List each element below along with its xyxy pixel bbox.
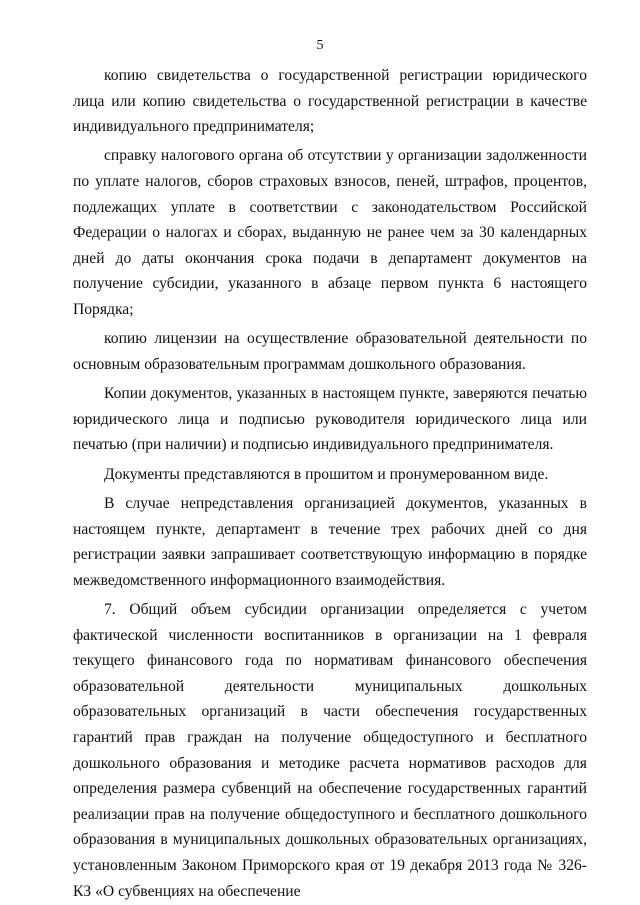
document-body [73,63,587,905]
paragraph-registration-certificate: копию свидетельства о государственной регистрации юридического лица или копию свидетельства о государственной регистрации в качестве индивидуального предпринимателя; [73,67,587,136]
paragraph-interagency-request: В случае непредставления организацией документов, указанных в настоящем пункте, департамент в течение трех рабочих дней со дня регистрации заявки запрашивает соответствующую информацию в порядке межведомственного информационного взаимодействия. [73,494,587,589]
paragraph-document-format: Документы представляются в прошитом и пронумерованном виде. [104,465,549,483]
page-number: 5 [316,38,324,53]
paragraph-document-certification: Копии документов, указанных в настоящем пункте, заверяются печатью юридического лица и подписью руководителя юридического лица или печатью (при наличии) и подписью индивидуального предпринимателя. [73,385,587,454]
paragraph-subsidy-volume: 7. Общий объем субсидии организации определяется с учетом фактической численности воспитанников в организации на 1 февраля текущего финансового года по нормативам финансового обеспечения образовательной деятельности муниципальных дошкольных образовательных организаций в части обеспечения государственных гарантий прав граждан на получение общедоступного и бесплатного дошкольного образования и методике расчета нормативов расходов для определения размера субвенций на обеспечение государственных гарантий реализации прав на получение общедоступного и бесплатного дошкольного образования в муниципальных дошкольных образовательных организациях, установленным Законом Приморского края от 19 декабря 2013 года № 326-КЗ «О субвенциях на обеспечение [73,601,587,900]
paragraph-tax-certificate: справку налогового органа об отсутствии у организации задолженности по уплате налогов, сборов страховых взносов, пеней, штрафов, процентов, подлежащих уплате в соответствии с законодательством Российской Федерации о налогах и сборах, выданную не ранее чем за 30 календарных дней до даты окончания срока подачи в департамент документов на получение субсидии, указанного в абзаце первом пункта 6 настоящего Порядка; [73,147,587,319]
paragraph-license: копию лицензии на осуществление образовательной деятельности по основным образовательным программам дошкольного образования. [73,330,587,373]
